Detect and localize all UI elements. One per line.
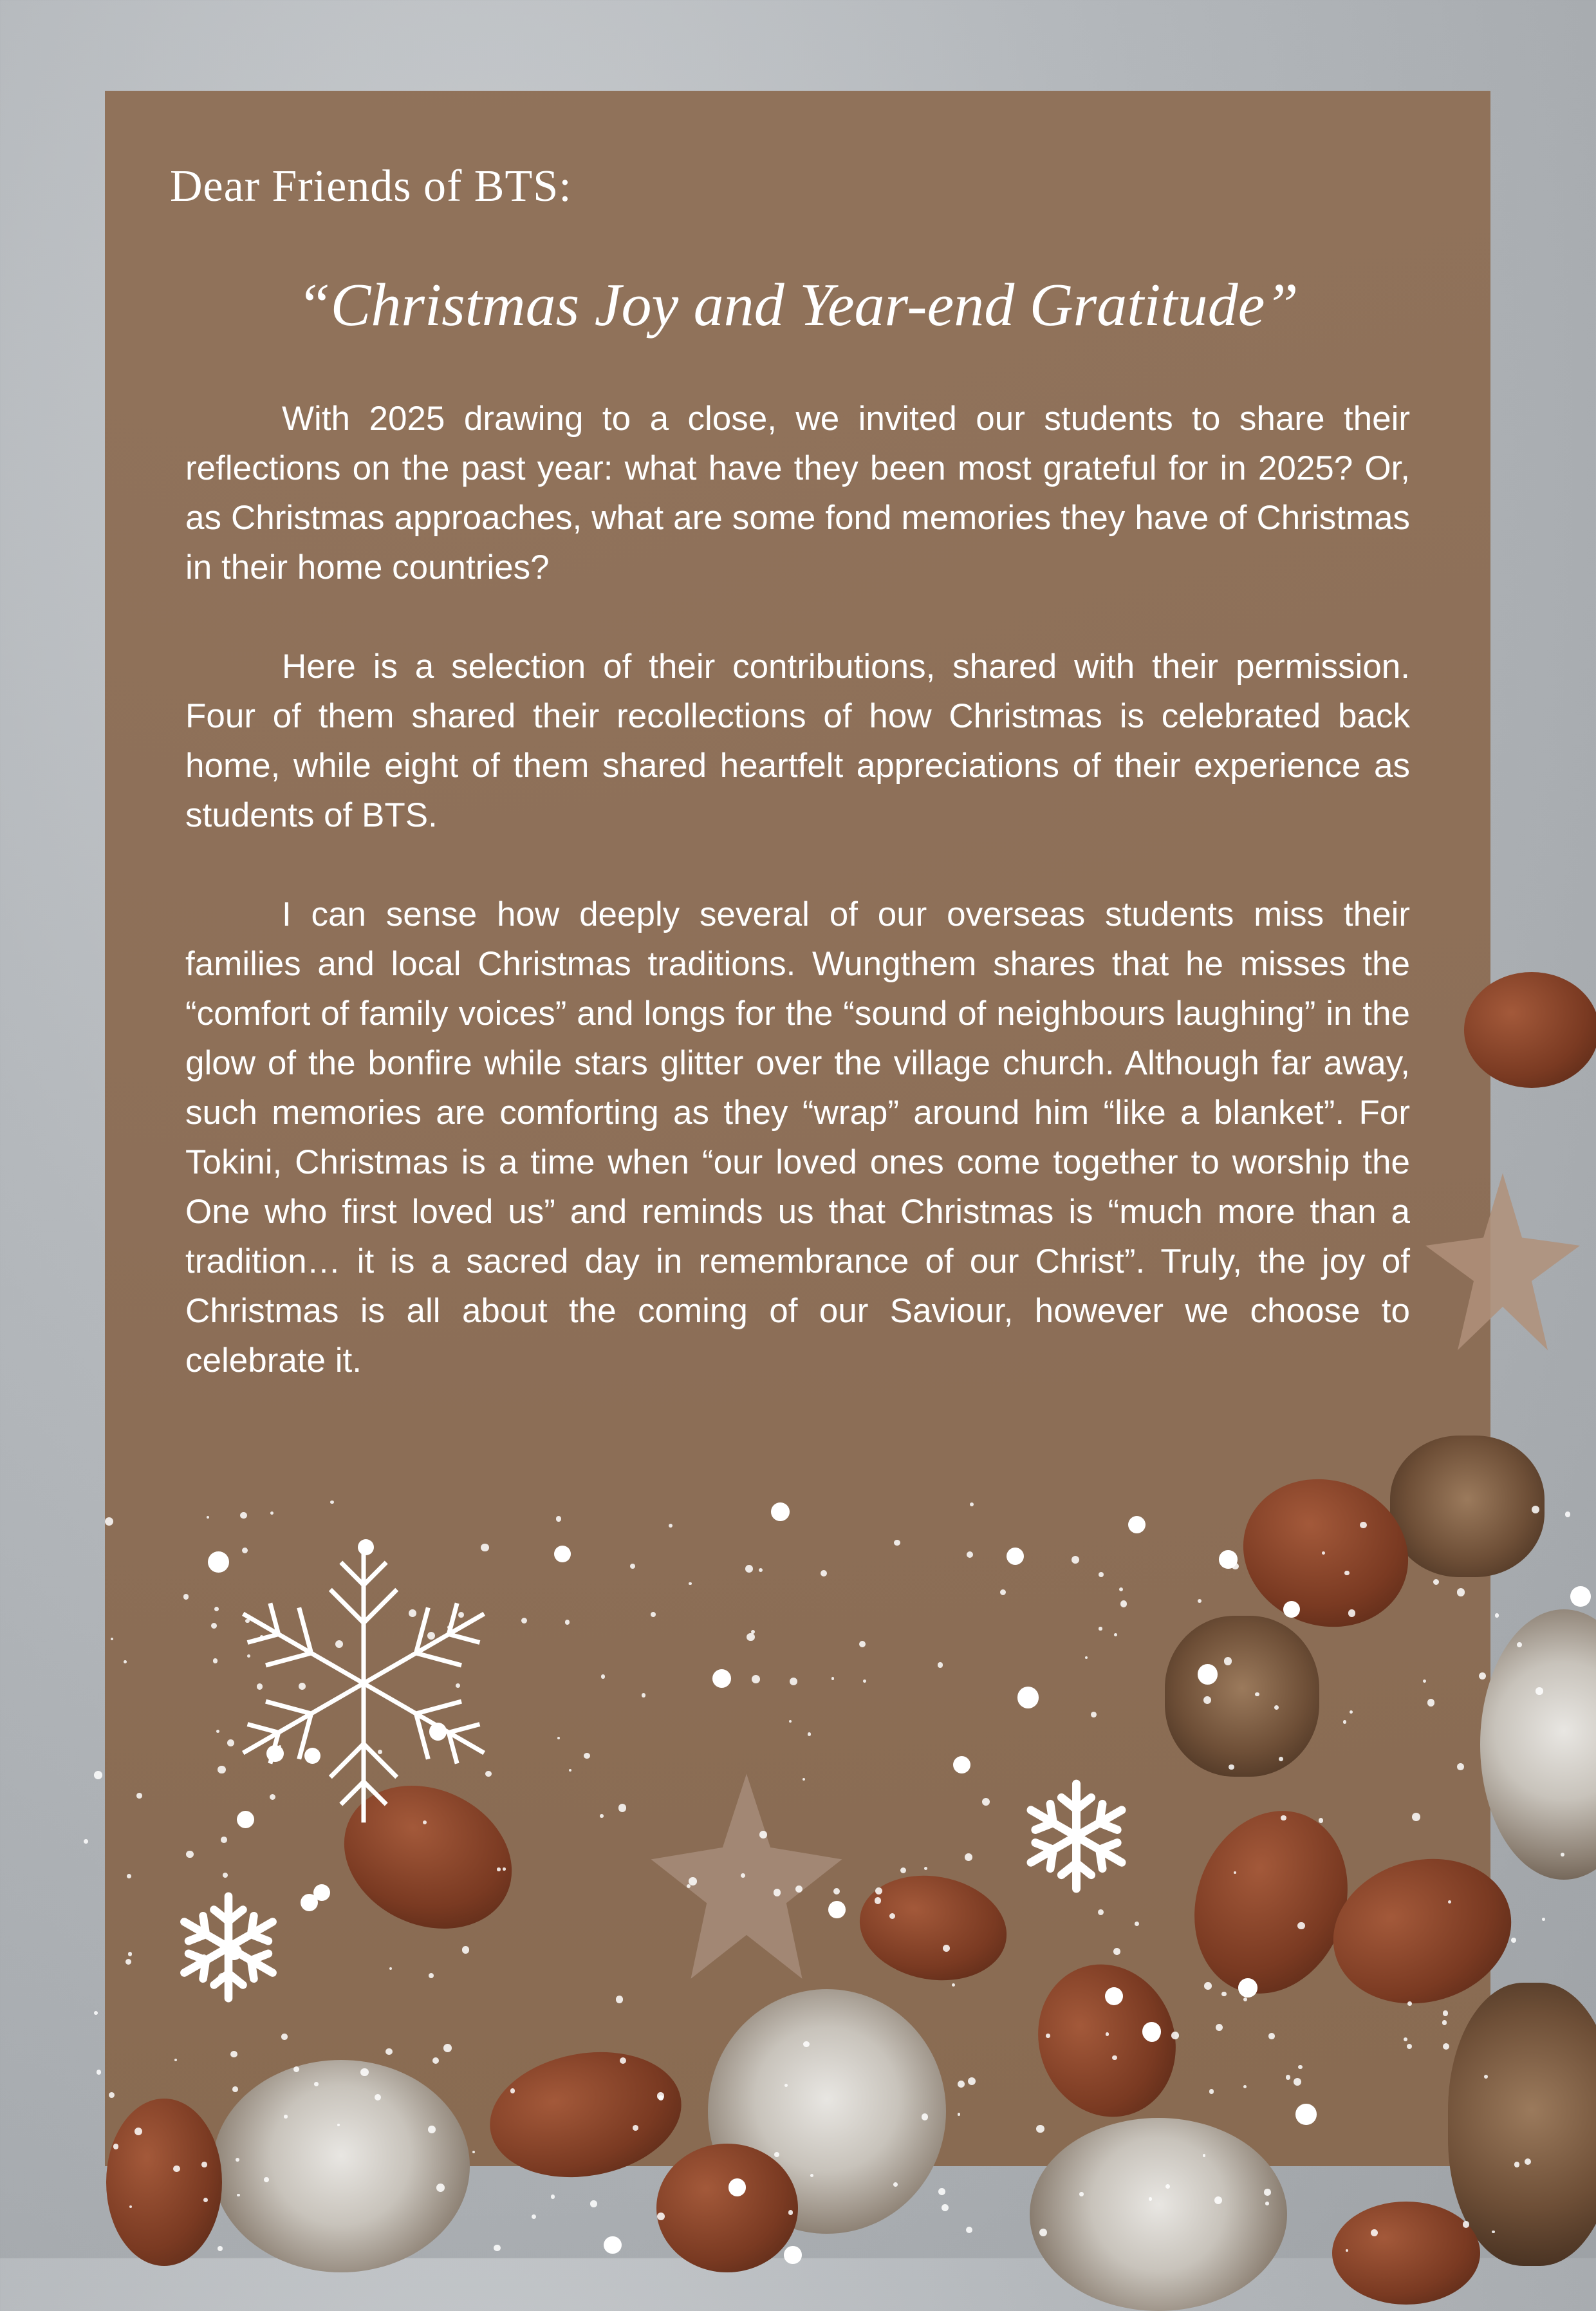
snow-dot: [245, 1619, 250, 1623]
snow-dot: [113, 2144, 118, 2149]
snow-dot: [1517, 1642, 1522, 1647]
white-pinecone-decoration: [1480, 1609, 1596, 1880]
snow-dot: [293, 2066, 299, 2072]
snow-dot: [657, 2092, 664, 2099]
snow-dot: [1407, 2001, 1412, 2006]
snow-dot: [1099, 1627, 1102, 1630]
snow-dot: [389, 1967, 392, 1970]
snow-dot: [230, 2051, 237, 2057]
snow-dot: [590, 2200, 597, 2207]
snow-dot: [481, 1544, 489, 1552]
snow-dot: [774, 1889, 781, 1896]
snow-dot: [600, 1814, 604, 1818]
snow-dot: [803, 2041, 810, 2048]
snow-dot: [378, 1750, 382, 1754]
snow-dot: [510, 2088, 515, 2093]
snow-dot: [375, 2094, 381, 2100]
snow-dot: [1495, 1613, 1499, 1617]
snow-dot: [889, 1913, 895, 1919]
snow-dot: [1525, 2158, 1531, 2165]
snow-dot: [859, 1641, 866, 1647]
snow-dot: [532, 2214, 536, 2219]
snow-dot: [1570, 1586, 1591, 1607]
snow-dot: [432, 2057, 439, 2064]
almond-decoration: [656, 2144, 798, 2272]
snow-dot: [427, 1632, 435, 1640]
snow-dot: [218, 1973, 226, 1981]
snow-dot: [875, 1897, 882, 1904]
snow-dot: [1255, 1692, 1259, 1696]
snow-dot: [237, 1811, 254, 1828]
snow-dot: [264, 2177, 269, 2182]
snow-dot: [1128, 1516, 1146, 1533]
snow-dot: [1079, 2192, 1084, 2196]
almond-decoration: [106, 2099, 222, 2266]
paragraph: Here is a selection of their contributions, shared with their permission. Four of them shared their recollections of how Christmas is celebrated back home, while eight of them shared heartfelt appreciations of their experience as students of BTS.: [185, 648, 1410, 834]
snow-dot: [1561, 1853, 1564, 1857]
snow-dot: [186, 1851, 193, 1858]
snow-dot: [966, 2227, 973, 2234]
snow-dot: [94, 2011, 98, 2015]
snow-dot: [84, 1839, 88, 1844]
snow-dot: [789, 1720, 792, 1723]
snow-dot: [129, 2205, 132, 2208]
snow-dot: [863, 1679, 866, 1683]
snow-dot: [1514, 2162, 1519, 2167]
snow-dot: [337, 2124, 340, 2126]
snow-dot: [958, 2113, 960, 2115]
snow-dot: [759, 1568, 763, 1572]
snow-dot: [314, 2082, 319, 2086]
snow-dot: [601, 1674, 606, 1679]
snow-dot: [218, 2246, 223, 2251]
snow-dot: [584, 1753, 589, 1759]
snow-dot: [97, 2070, 102, 2075]
snow-dot: [503, 1867, 505, 1870]
snow-dot: [831, 1677, 835, 1680]
snow-dot: [565, 1620, 570, 1624]
snow-dot: [1442, 2020, 1447, 2025]
snow-dot: [1017, 1687, 1039, 1708]
snow-dot: [216, 1730, 219, 1733]
snow-dot: [458, 1612, 464, 1618]
snow-dot: [1203, 1696, 1211, 1704]
snow-dot: [456, 1683, 460, 1688]
snow-dot: [1279, 1757, 1283, 1761]
snow-dot: [1091, 1712, 1097, 1717]
snow-dot: [1371, 2229, 1378, 2236]
snow-dot: [1407, 2044, 1412, 2049]
snow-dot: [201, 2162, 207, 2167]
snow-dot: [965, 1853, 972, 1861]
snow-dot: [1283, 1601, 1300, 1618]
paragraph: I can sense how deeply several of our overseas students miss their families and local Christmas traditions. Wungthem shares that he misses the “comfort of family voices” and longs for the “sound of neighbours laughing” in the glow of the bonfire while stars glitter over the village church. Although far away, such memories are comforting as they “wrap” around him “like a blanket”. For Tokini, Christmas is a time when “our loved ones come together to worship the One who first loved us” and reminds us that Christmas is “much more than a tradition… it is a sacred day in remembrance of our Christ”. Truly, the joy of Christmas is all about the coming of our Saviour, however we choose to celebrate it.: [185, 895, 1410, 1380]
snow-dot: [1221, 1992, 1227, 1997]
snow-dot: [429, 1723, 447, 1741]
snow-dot: [207, 1516, 209, 1519]
snow-dot: [938, 1662, 943, 1668]
snow-dot: [173, 2166, 180, 2172]
snow-dot: [1565, 1511, 1571, 1517]
snow-dot: [257, 1683, 263, 1689]
snow-dot: [221, 1837, 227, 1843]
snow-dot: [360, 2068, 368, 2076]
snow-dot: [218, 1766, 225, 1773]
white-pinecone-decoration: [1030, 2118, 1287, 2311]
snowflake-icon: [1017, 1777, 1136, 1896]
snow-dot: [1216, 2024, 1223, 2031]
almond-decoration: [1332, 2202, 1480, 2305]
snow-dot: [1214, 2196, 1222, 2204]
snow-dot: [1492, 2231, 1494, 2233]
snow-dot: [1427, 1699, 1434, 1706]
snow-dot: [620, 2057, 626, 2064]
snow-dot: [1484, 2075, 1488, 2079]
snow-dot: [1457, 1763, 1464, 1770]
snow-dot: [135, 2128, 142, 2135]
snow-dot: [203, 2198, 208, 2202]
snow-dot: [958, 2081, 965, 2088]
snow-dot: [1268, 2033, 1275, 2039]
snow-dot: [616, 1996, 624, 2003]
snow-dot: [604, 2236, 622, 2254]
snow-dot: [443, 2044, 452, 2052]
snow-dot: [1165, 2184, 1170, 2189]
snow-dot: [759, 1831, 767, 1839]
snow-dot: [968, 2077, 976, 2085]
snow-dot: [982, 1798, 990, 1806]
snow-dot: [521, 1618, 527, 1623]
snow-dot: [1142, 2022, 1162, 2041]
snow-dot: [494, 2245, 501, 2252]
snow-dot: [557, 1737, 560, 1739]
letter-title: “Christmas Joy and Year-end Gratitude”: [297, 272, 1299, 339]
snow-dot: [821, 1570, 827, 1577]
snow-dot: [828, 1901, 846, 1918]
letter-body: [185, 394, 1410, 1435]
snow-dot: [741, 1873, 745, 1878]
snow-dot: [299, 1683, 306, 1690]
snow-dot: [1036, 2125, 1044, 2133]
snow-dot: [1265, 2202, 1269, 2205]
snow-dot: [922, 2113, 928, 2120]
snow-dot: [109, 2092, 115, 2098]
greeting: Dear Friends of BTS:: [170, 162, 572, 211]
snow-dot: [833, 1888, 840, 1895]
snow-dot: [728, 2178, 746, 2196]
snow-dot: [784, 2084, 788, 2087]
snow-dot: [385, 2048, 392, 2055]
snow-dot: [227, 1739, 234, 1746]
snow-dot: [1319, 1818, 1324, 1823]
snow-dot: [208, 1551, 229, 1573]
snow-dot: [1007, 1548, 1024, 1565]
snow-dot: [1343, 1720, 1347, 1724]
snow-dot: [1203, 2154, 1205, 2157]
snow-dot: [795, 1885, 803, 1893]
star-decoration: [644, 1764, 849, 1983]
snow-dot: [942, 2204, 949, 2211]
snow-dot: [551, 2194, 555, 2198]
snow-dot: [1204, 1982, 1212, 1990]
snow-dot: [1297, 1922, 1304, 1929]
star-decoration: [1422, 1159, 1583, 1365]
snow-dot: [1046, 2034, 1050, 2038]
snow-dot: [1264, 2189, 1270, 2195]
snow-dot: [1238, 1978, 1257, 1998]
snow-dot: [1098, 1909, 1104, 1915]
snow-dot: [284, 2115, 287, 2118]
snow-dot: [335, 1640, 343, 1648]
snow-dot: [1105, 1987, 1123, 2005]
snow-dot: [279, 1745, 281, 1748]
snow-dot: [423, 1820, 427, 1824]
snow-dot: [136, 1793, 142, 1799]
snow-dot: [618, 1804, 627, 1812]
snow-dot: [281, 2034, 287, 2039]
snow-dot: [485, 1771, 492, 1777]
snow-dot: [1348, 1609, 1355, 1616]
snow-dot: [94, 1771, 102, 1779]
snow-dot: [1346, 2249, 1348, 2252]
snow-dot: [1114, 1633, 1117, 1636]
snow-dot: [745, 1565, 753, 1573]
snow-dot: [124, 1660, 127, 1663]
snow-dot: [1112, 2055, 1117, 2061]
snow-dot: [1536, 1687, 1543, 1694]
snow-dot: [554, 1546, 571, 1562]
snow-dot: [1360, 1522, 1367, 1529]
snow-dot: [1443, 2010, 1448, 2016]
snow-dot: [1113, 1948, 1120, 1955]
snow-dot: [1294, 2078, 1301, 2086]
snow-dot: [266, 1745, 283, 1762]
snow-dot: [330, 1501, 333, 1504]
snow-dot: [784, 2246, 802, 2264]
snow-dot: [260, 1635, 263, 1638]
snow-dot: [1404, 2037, 1407, 2041]
snow-dot: [790, 1678, 797, 1685]
snow-dot: [358, 1539, 374, 1555]
snow-dot: [1412, 1813, 1420, 1821]
pinecone-decoration: [1165, 1616, 1319, 1777]
snow-dot: [1511, 1938, 1516, 1943]
pinecone-decoration: [1448, 1983, 1596, 2266]
snow-dot: [943, 1945, 950, 1952]
snow-dot: [689, 1582, 692, 1586]
white-pinecone-decoration: [212, 2060, 470, 2272]
snow-dot: [894, 1540, 900, 1546]
snow-dot: [232, 2086, 238, 2092]
snow-dot: [1232, 1563, 1238, 1569]
almond-decoration: [1464, 972, 1596, 1088]
snow-dot: [774, 2152, 779, 2157]
snow-dot: [436, 2184, 445, 2192]
snow-dot: [428, 2126, 436, 2133]
paragraph: With 2025 drawing to a close, we invited our students to share their reflections on the past year: what have they been most grateful for in 2025? Or, as Christmas approaches, what are some fond memories they have of Christmas in their home countries?: [185, 400, 1410, 586]
pinecone-decoration: [1390, 1436, 1545, 1577]
snow-dot: [183, 1594, 189, 1599]
snow-dot: [1542, 1918, 1545, 1921]
snow-dot: [1295, 2104, 1316, 2124]
snow-dot: [497, 1867, 501, 1871]
snow-dot: [1229, 1764, 1234, 1770]
snow-dot: [938, 2188, 945, 2195]
snow-dot: [270, 1794, 275, 1800]
snow-dot: [1171, 2032, 1179, 2039]
snow-dot: [1198, 1664, 1218, 1684]
snow-dot: [642, 1693, 645, 1697]
